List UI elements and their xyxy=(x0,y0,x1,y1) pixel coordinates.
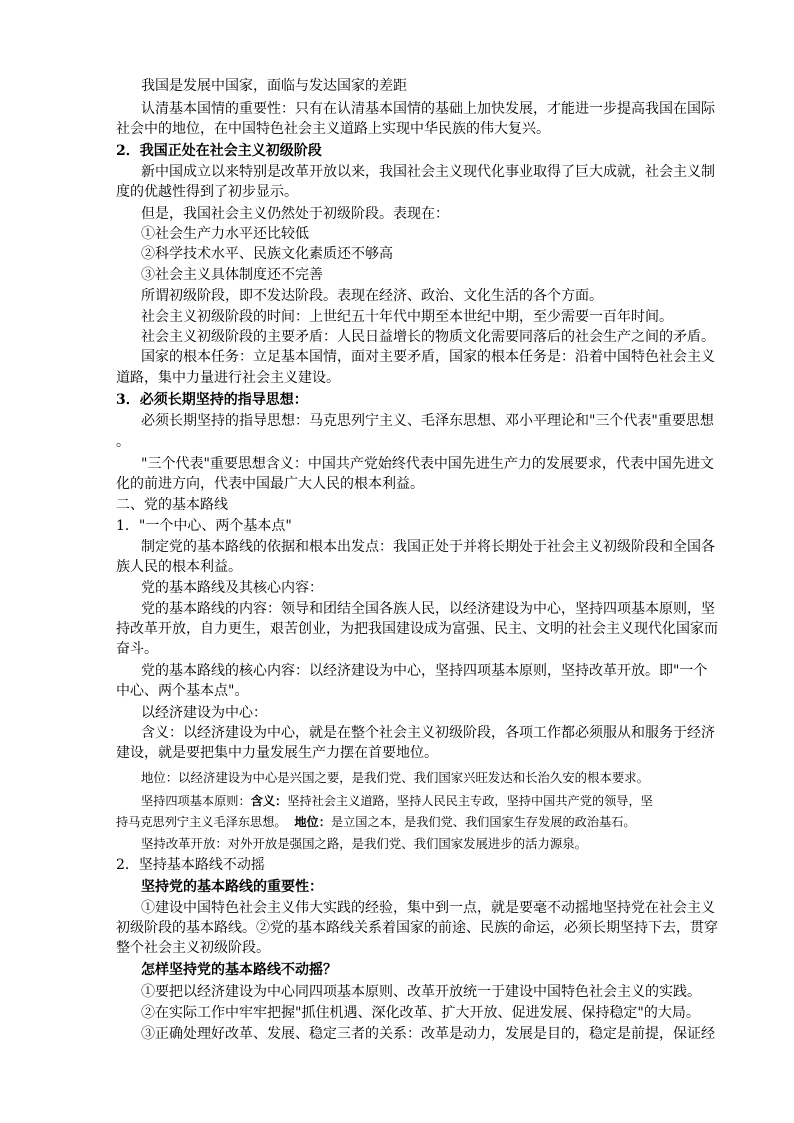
text-line xyxy=(141,792,653,810)
section-heading: 2．我国正处在社会主义初级阶段 xyxy=(116,143,322,159)
section-heading: 3．必须长期坚持的指导思想： xyxy=(116,392,308,408)
section-heading: 1．"一个中心、两个基本点" xyxy=(116,518,292,534)
text-line: 社会中的地位，在中国特色社会主义道路上实现中华民族的伟大复兴。 xyxy=(116,121,550,137)
inline-text: 坚持四项基本原则： xyxy=(141,794,251,808)
text-line: 初级阶段的基本路线。②党的基本路线关系着国家的前途、民族的命运，必须长期坚持下去，贯穿 xyxy=(116,920,718,936)
text-line: 但是，我国社会主义仍然处于初级阶段。表现在： xyxy=(141,206,449,222)
text-line: 所谓初级阶段，即不发达阶段。表现在经济、政治、文化生活的各个方面。 xyxy=(141,288,603,304)
subheading: 怎样坚持党的基本路线不动摇？ xyxy=(141,962,337,978)
text-line: 国家的根本任务：立足基本国情，面对主要矛盾，国家的根本任务是：沿着中国特色社会主义 xyxy=(141,349,715,365)
list-item: ②在实际工作中牢牢把握"抓住机遇、深化改革、扩大开放、促进发展、保持稳定"的大局。 xyxy=(141,1005,700,1021)
text-line: 必须长期坚持的指导思想：马克思列宁主义、毛泽东思想、邓小平理论和"三个代表"重要思想 xyxy=(141,413,714,429)
inline-bold-label: 含义： xyxy=(250,794,288,808)
inline-text: 坚持社会主义道路，坚持人民民主专政，坚持中国共产党的领导，坚 xyxy=(287,794,653,808)
text-line: ①建设中国特色社会主义伟大实践的经验，集中到一点，就是要毫不动摇地坚持党在社会主义 xyxy=(141,900,715,916)
section-heading: 2．坚持基本路线不动摇 xyxy=(116,857,265,873)
text-line: 含义：以经济建设为中心，就是在整个社会主义初级阶段，各项工作都必须服从和服务于经济 xyxy=(141,725,715,741)
text-line: 社会主义初级阶段的主要矛盾：人民日益增长的物质文化需要同落后的社会生产之间的矛盾。 xyxy=(141,329,715,345)
text-line: 度的优越性得到了初步显示。 xyxy=(116,184,298,200)
text-line: 奋斗。 xyxy=(116,641,158,657)
section-heading: 二、党的基本路线 xyxy=(116,497,228,513)
text-line: 化的前进方向，代表中国最广大人民的根本利益。 xyxy=(116,476,424,492)
text-line: 地位：以经济建设为中心是兴国之要，是我们党、我们国家兴旺发达和长治久安的根本要求。 xyxy=(141,770,650,785)
list-item: ②科学技术水平、民族文化素质还不够高 xyxy=(141,246,393,262)
list-item: ③正确处理好改革、发展、稳定三者的关系：改革是动力，发展是目的，稳定是前提，保证经 xyxy=(141,1026,715,1042)
list-item: ③社会主义具体制度还不完善 xyxy=(141,267,323,283)
text-line: 。 xyxy=(116,434,130,450)
text-line: 建设，就是要把集中力量发展生产力摆在首要地位。 xyxy=(116,745,438,761)
inline-text: 持马克思列宁主义毛泽东思想。 xyxy=(116,815,287,829)
text-line: 新中国成立以来特别是改革开放以来，我国社会主义现代化事业取得了巨大成就，社会主义制 xyxy=(141,164,715,180)
text-line: 道路，集中力量进行社会主义建设。 xyxy=(116,370,340,386)
subheading: 坚持党的基本路线的重要性： xyxy=(141,879,323,895)
text-line: 中心、两个基本点"。 xyxy=(116,683,249,699)
text-line: 以经济建设为中心： xyxy=(141,705,267,721)
text-line: 认清基本国情的重要性：只有在认清基本国情的基础上加快发展，才能进一步提高我国在国际 xyxy=(141,101,715,117)
text-line: 社会主义初级阶段的时间：上世纪五十年代中期至本世纪中期，至少需要一百年时间。 xyxy=(141,309,673,325)
inline-text: 是立国之本，是我们党、我们国家生存发展的政治基石。 xyxy=(330,815,636,829)
text-line: 党的基本路线及其核心内容： xyxy=(141,580,323,596)
text-line: "三个代表"重要思想含义：中国共产党始终代表中国先进生产力的发展要求，代表中国先进文 xyxy=(141,456,714,472)
text-line: 我国是发展中国家，面临与发达国家的差距 xyxy=(141,78,407,94)
text-line: 党的基本路线的内容：领导和团结全国各族人民，以经济建设为中心，坚持四项基本原则，坚 xyxy=(141,601,715,617)
list-item: ①社会生产力水平还比较低 xyxy=(141,226,309,242)
text-line: 整个社会主义初级阶段。 xyxy=(116,940,270,956)
text-line: 制定党的基本路线的依据和根本出发点：我国正处于并将长期处于社会主义初级阶段和全国各 xyxy=(141,539,715,555)
text-line: 党的基本路线的核心内容：以经济建设为中心，坚持四项基本原则，坚持改革开放。即"一个 xyxy=(141,663,708,679)
text-line: 族人民的根本利益。 xyxy=(116,559,242,575)
text-line xyxy=(116,813,636,831)
text-line: 坚持改革开放：对外开放是强国之路，是我们党、我们国家发展进步的活力源泉。 xyxy=(141,836,588,851)
text-line: 持改革开放，自力更生，艰苦创业，为把我国建设成为富强、民主、文明的社会主义现代化国家而 xyxy=(116,621,718,637)
inline-bold-label: 地位： xyxy=(294,815,331,829)
list-item: ①要把以经济建设为中心同四项基本原则、改革开放统一于建设中国特色社会主义的实践。 xyxy=(141,984,701,1000)
